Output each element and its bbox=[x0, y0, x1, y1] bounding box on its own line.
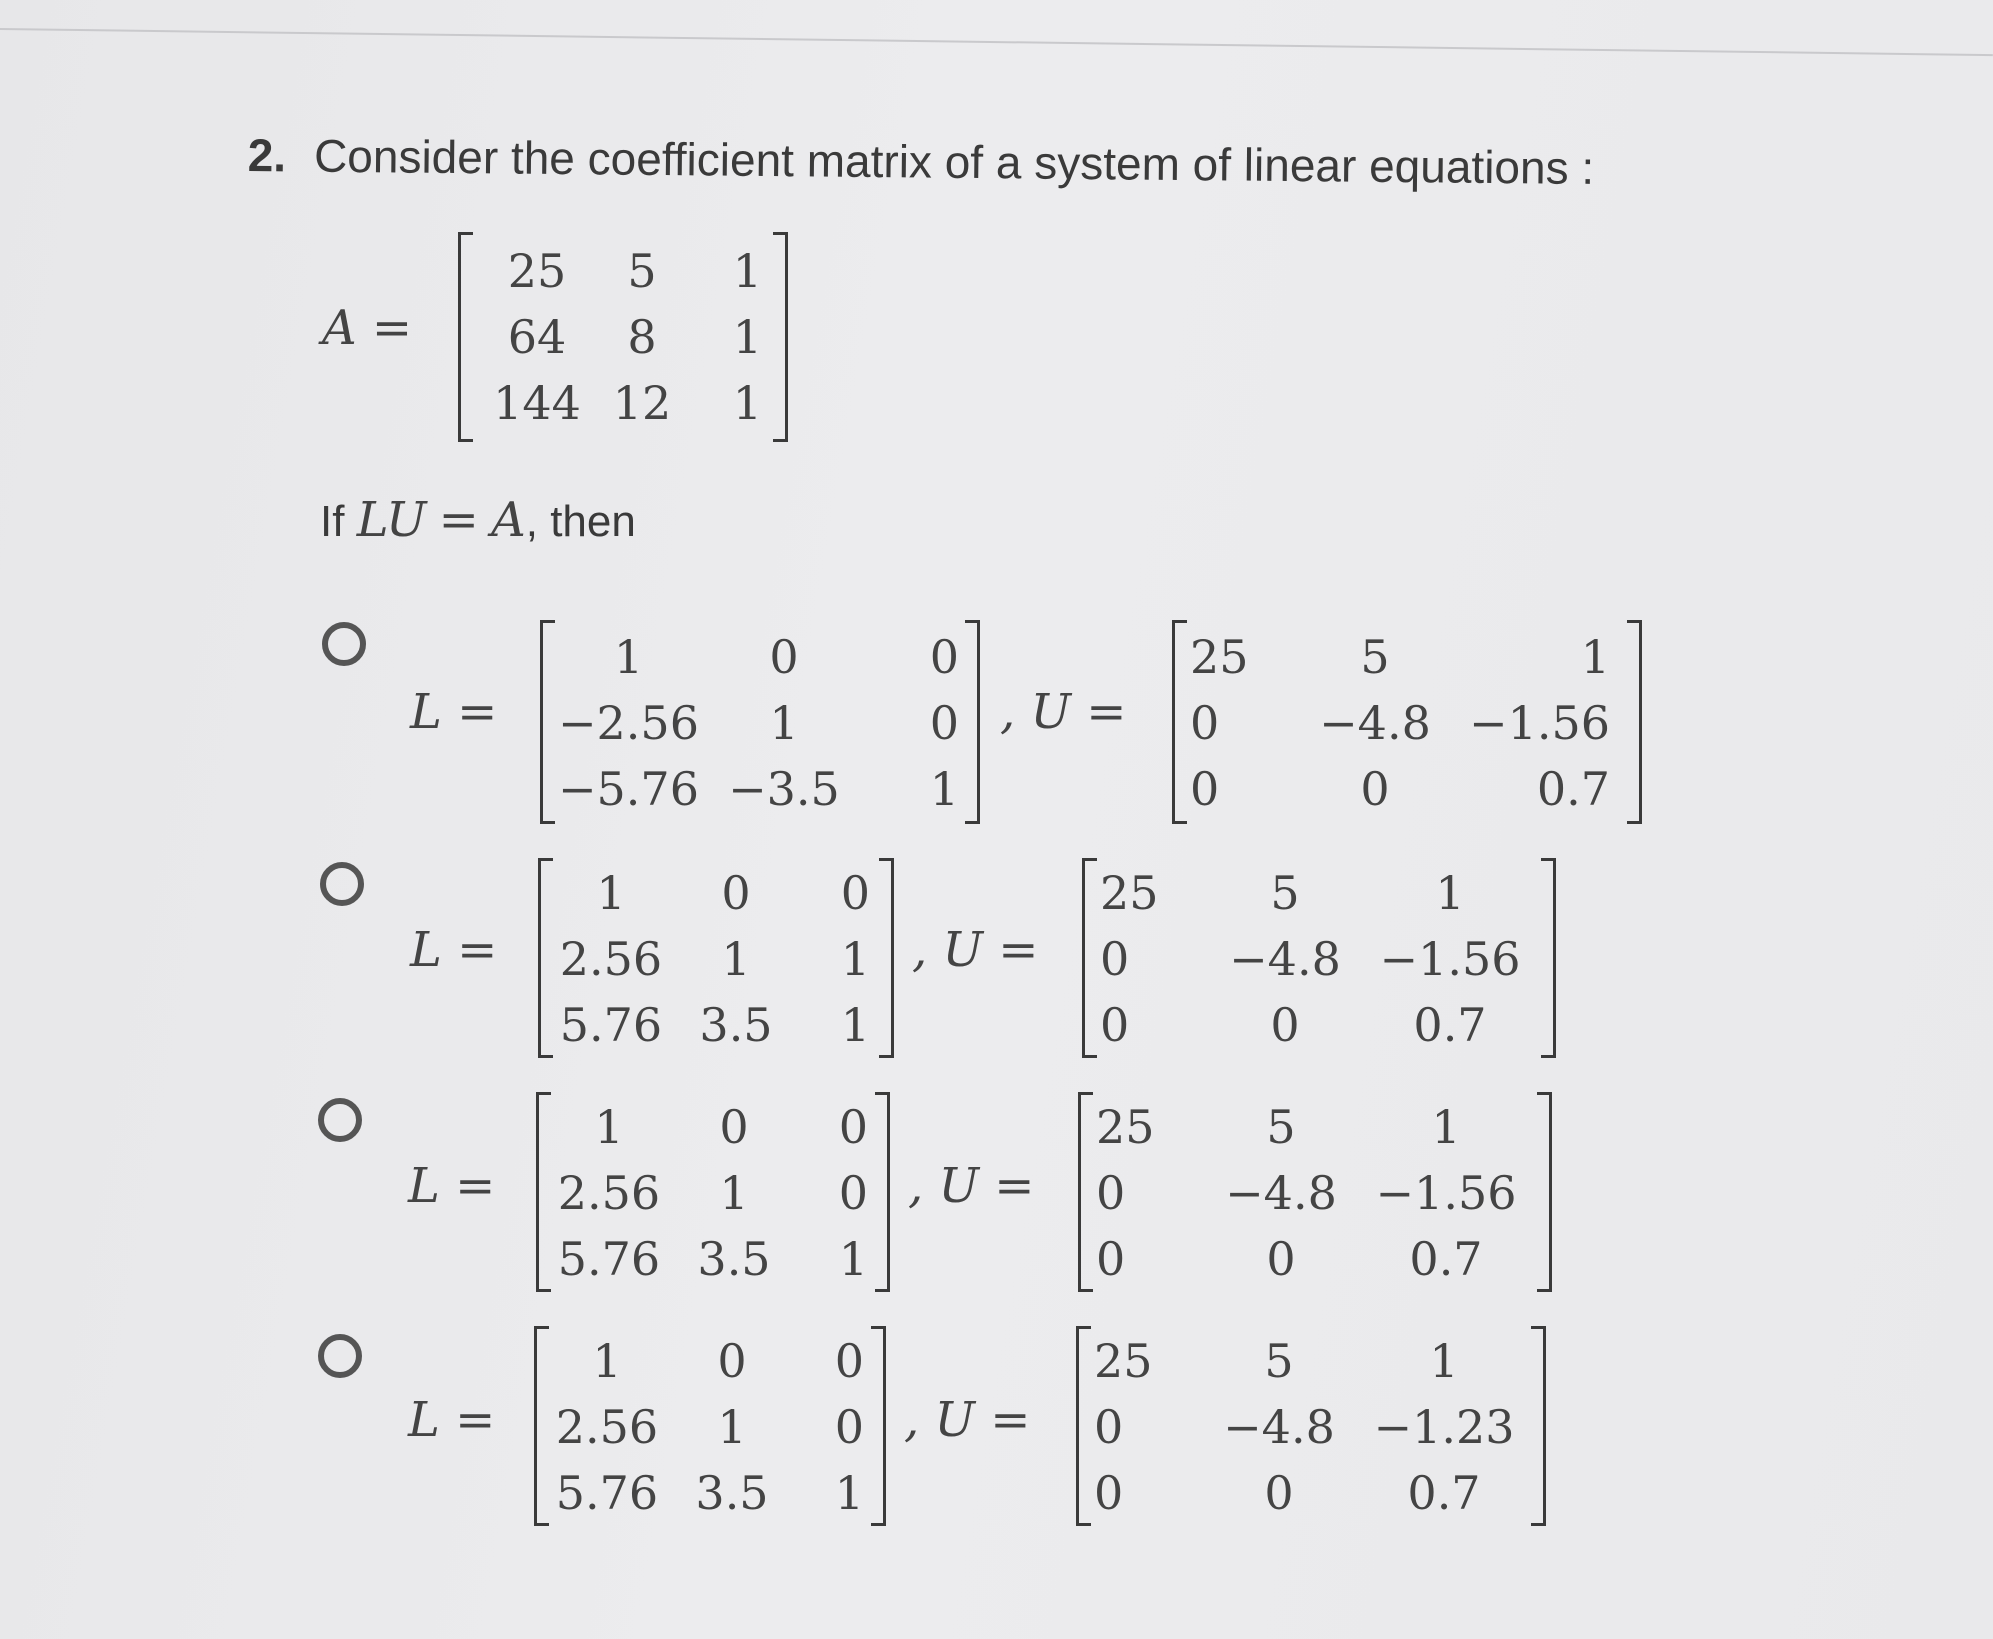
bracket-right bbox=[1541, 858, 1556, 1058]
option-2-matrix-u bbox=[1082, 858, 1556, 1058]
matrix-cell: 8 bbox=[627, 310, 657, 364]
matrix-cell: 2.56 bbox=[557, 1166, 661, 1220]
matrix-cell: −1.56 bbox=[1379, 932, 1521, 986]
option-3-u-label: , U = bbox=[908, 1158, 1035, 1214]
option-3-matrix-l bbox=[536, 1092, 890, 1292]
option-3-l-label: L = bbox=[408, 1158, 496, 1214]
matrix-cell: 1 bbox=[838, 1232, 868, 1286]
question-number: 2. bbox=[247, 128, 287, 182]
matrix-cell: 0 bbox=[1094, 1466, 1124, 1520]
option-2-radio[interactable] bbox=[320, 862, 364, 906]
matrix-cell: 0 bbox=[1360, 762, 1390, 816]
matrix-cell: −2.56 bbox=[558, 696, 699, 750]
bracket-right bbox=[1531, 1326, 1546, 1526]
matrix-cell: 25 bbox=[1096, 1100, 1155, 1154]
bracket-right bbox=[1537, 1092, 1552, 1292]
matrix-cell: 0.7 bbox=[1536, 762, 1610, 816]
matrix-cell: 5 bbox=[1266, 1100, 1296, 1154]
matrix-cell: 0.7 bbox=[1409, 1232, 1483, 1286]
option-4-radio[interactable] bbox=[318, 1334, 362, 1378]
matrix-cell: 0 bbox=[721, 866, 751, 920]
matrix-cell: 0 bbox=[1094, 1400, 1124, 1454]
matrix-cell: 0.7 bbox=[1407, 1466, 1481, 1520]
matrix-cell: 1 bbox=[1435, 866, 1465, 920]
matrix-cell: −1.56 bbox=[1469, 696, 1610, 750]
matrix-cell: 0 bbox=[834, 1334, 864, 1388]
matrix-cell: −4.8 bbox=[1225, 1166, 1337, 1220]
matrix-cell: 5.76 bbox=[557, 1232, 661, 1286]
matrix-cell: 1 bbox=[1431, 1100, 1461, 1154]
bracket-left bbox=[538, 858, 553, 1058]
bracket-right bbox=[871, 1326, 886, 1526]
bracket-left bbox=[540, 620, 555, 824]
matrix-cell: 2.56 bbox=[555, 1400, 659, 1454]
matrix-cell: 0 bbox=[1190, 762, 1220, 816]
matrix-cell: 25 bbox=[507, 244, 567, 298]
matrix-cell: 2.56 bbox=[559, 932, 663, 986]
matrix-a-left-bracket bbox=[458, 232, 473, 442]
option-1-u-label: , U = bbox=[1000, 684, 1127, 740]
matrix-cell: 1 bbox=[732, 244, 762, 298]
matrix-cell: 0 bbox=[1270, 998, 1300, 1052]
matrix-cell: 1 bbox=[594, 1100, 624, 1154]
matrix-cell: 1 bbox=[732, 310, 762, 364]
matrix-cell: 5.76 bbox=[559, 998, 663, 1052]
matrix-cell: 5 bbox=[1360, 630, 1390, 684]
matrix-cell: 1 bbox=[840, 932, 870, 986]
option-2-l-label: L = bbox=[410, 922, 498, 978]
bracket-left bbox=[1076, 1326, 1091, 1526]
matrix-cell: −5.76 bbox=[558, 762, 699, 816]
matrix-cell: 1 bbox=[1429, 1334, 1459, 1388]
question-header bbox=[247, 128, 1594, 195]
matrix-a bbox=[458, 232, 788, 442]
option-4-u-label: , U = bbox=[904, 1392, 1031, 1448]
matrix-cell: 1 bbox=[1580, 630, 1610, 684]
condition-prefix: If bbox=[320, 497, 345, 546]
matrix-cell: 0 bbox=[1096, 1166, 1126, 1220]
matrix-cell: 0 bbox=[769, 630, 799, 684]
matrix-cell: 144 bbox=[493, 376, 581, 430]
matrix-cell: 1 bbox=[719, 1166, 749, 1220]
matrix-cell: 0 bbox=[834, 1400, 864, 1454]
bracket-right bbox=[879, 858, 894, 1058]
matrix-cell: 0 bbox=[1266, 1232, 1296, 1286]
matrix-cell: 0.7 bbox=[1413, 998, 1487, 1052]
matrix-a-label: A = bbox=[322, 300, 413, 356]
top-divider bbox=[0, 28, 1993, 56]
matrix-cell: 0 bbox=[717, 1334, 747, 1388]
matrix-cell: −1.23 bbox=[1373, 1400, 1515, 1454]
matrix-cell: 25 bbox=[1094, 1334, 1153, 1388]
option-1-matrix-u bbox=[1172, 620, 1642, 824]
option-2-matrix-l bbox=[538, 858, 894, 1058]
matrix-cell: 0 bbox=[1264, 1466, 1294, 1520]
matrix-cell: 1 bbox=[613, 630, 644, 684]
matrix-cell: 25 bbox=[1100, 866, 1159, 920]
matrix-cell: 5 bbox=[1270, 866, 1300, 920]
condition-lu: LU bbox=[356, 492, 427, 548]
bracket-left bbox=[536, 1092, 551, 1292]
matrix-a-cells bbox=[482, 238, 762, 436]
matrix-cell: 25 bbox=[1190, 630, 1249, 684]
matrix-cell: 3.5 bbox=[697, 1232, 771, 1286]
matrix-cell: 1 bbox=[592, 1334, 622, 1388]
matrix-cell: 0 bbox=[838, 1166, 868, 1220]
matrix-cell: 0 bbox=[838, 1100, 868, 1154]
option-3-matrix-u bbox=[1078, 1092, 1552, 1292]
matrix-cell: 1 bbox=[732, 376, 762, 430]
option-1-l-label: L = bbox=[410, 684, 498, 740]
matrix-cell: 0 bbox=[929, 630, 959, 684]
option-4-matrix-u bbox=[1076, 1326, 1546, 1526]
matrix-cell: 0 bbox=[840, 866, 870, 920]
option-1-matrix-l bbox=[540, 620, 980, 824]
matrix-cell: 0 bbox=[929, 696, 959, 750]
matrix-cell: −3.5 bbox=[728, 762, 840, 816]
matrix-cell: −4.8 bbox=[1223, 1400, 1335, 1454]
matrix-cell: 0 bbox=[1100, 998, 1130, 1052]
matrix-cell: 1 bbox=[929, 762, 959, 816]
matrix-cell: 12 bbox=[612, 376, 672, 430]
matrix-cell: 3.5 bbox=[699, 998, 773, 1052]
bracket-left bbox=[1172, 620, 1187, 824]
condition-suffix: , then bbox=[525, 497, 636, 546]
matrix-cell: 1 bbox=[840, 998, 870, 1052]
matrix-cell: 5 bbox=[627, 244, 657, 298]
bracket-right bbox=[875, 1092, 890, 1292]
matrix-cell: 1 bbox=[769, 696, 799, 750]
bracket-left bbox=[1078, 1092, 1093, 1292]
matrix-cell: −4.8 bbox=[1229, 932, 1341, 986]
matrix-cell: −4.8 bbox=[1319, 696, 1431, 750]
bracket-right bbox=[1627, 620, 1642, 824]
matrix-cell: 0 bbox=[1190, 696, 1220, 750]
condition-a: A bbox=[491, 492, 526, 548]
matrix-cell: 1 bbox=[596, 866, 626, 920]
matrix-cell: 0 bbox=[719, 1100, 749, 1154]
question-text: Consider the coefficient matrix of a system of linear equations : bbox=[313, 129, 1595, 194]
bracket-right bbox=[965, 620, 980, 824]
matrix-cell: 1 bbox=[834, 1466, 864, 1520]
condition-line bbox=[320, 492, 636, 548]
matrix-cell: 0 bbox=[1100, 932, 1130, 986]
matrix-cell: 1 bbox=[717, 1400, 747, 1454]
matrix-cell: 3.5 bbox=[695, 1466, 769, 1520]
bracket-left bbox=[1082, 858, 1097, 1058]
matrix-cell: −1.56 bbox=[1375, 1166, 1517, 1220]
option-2-u-label: , U = bbox=[912, 922, 1039, 978]
matrix-cell: 0 bbox=[1096, 1232, 1126, 1286]
matrix-cell: 5 bbox=[1264, 1334, 1294, 1388]
matrix-cell: 5.76 bbox=[555, 1466, 659, 1520]
option-1-radio[interactable] bbox=[322, 622, 366, 666]
matrix-cell: 64 bbox=[507, 310, 567, 364]
bracket-left bbox=[534, 1326, 549, 1526]
option-4-l-label: L = bbox=[408, 1392, 496, 1448]
option-3-radio[interactable] bbox=[318, 1098, 362, 1142]
option-4-matrix-l bbox=[534, 1326, 886, 1526]
matrix-a-right-bracket bbox=[773, 232, 788, 442]
matrix-cell: 1 bbox=[721, 932, 751, 986]
condition-equals: = bbox=[438, 492, 479, 548]
